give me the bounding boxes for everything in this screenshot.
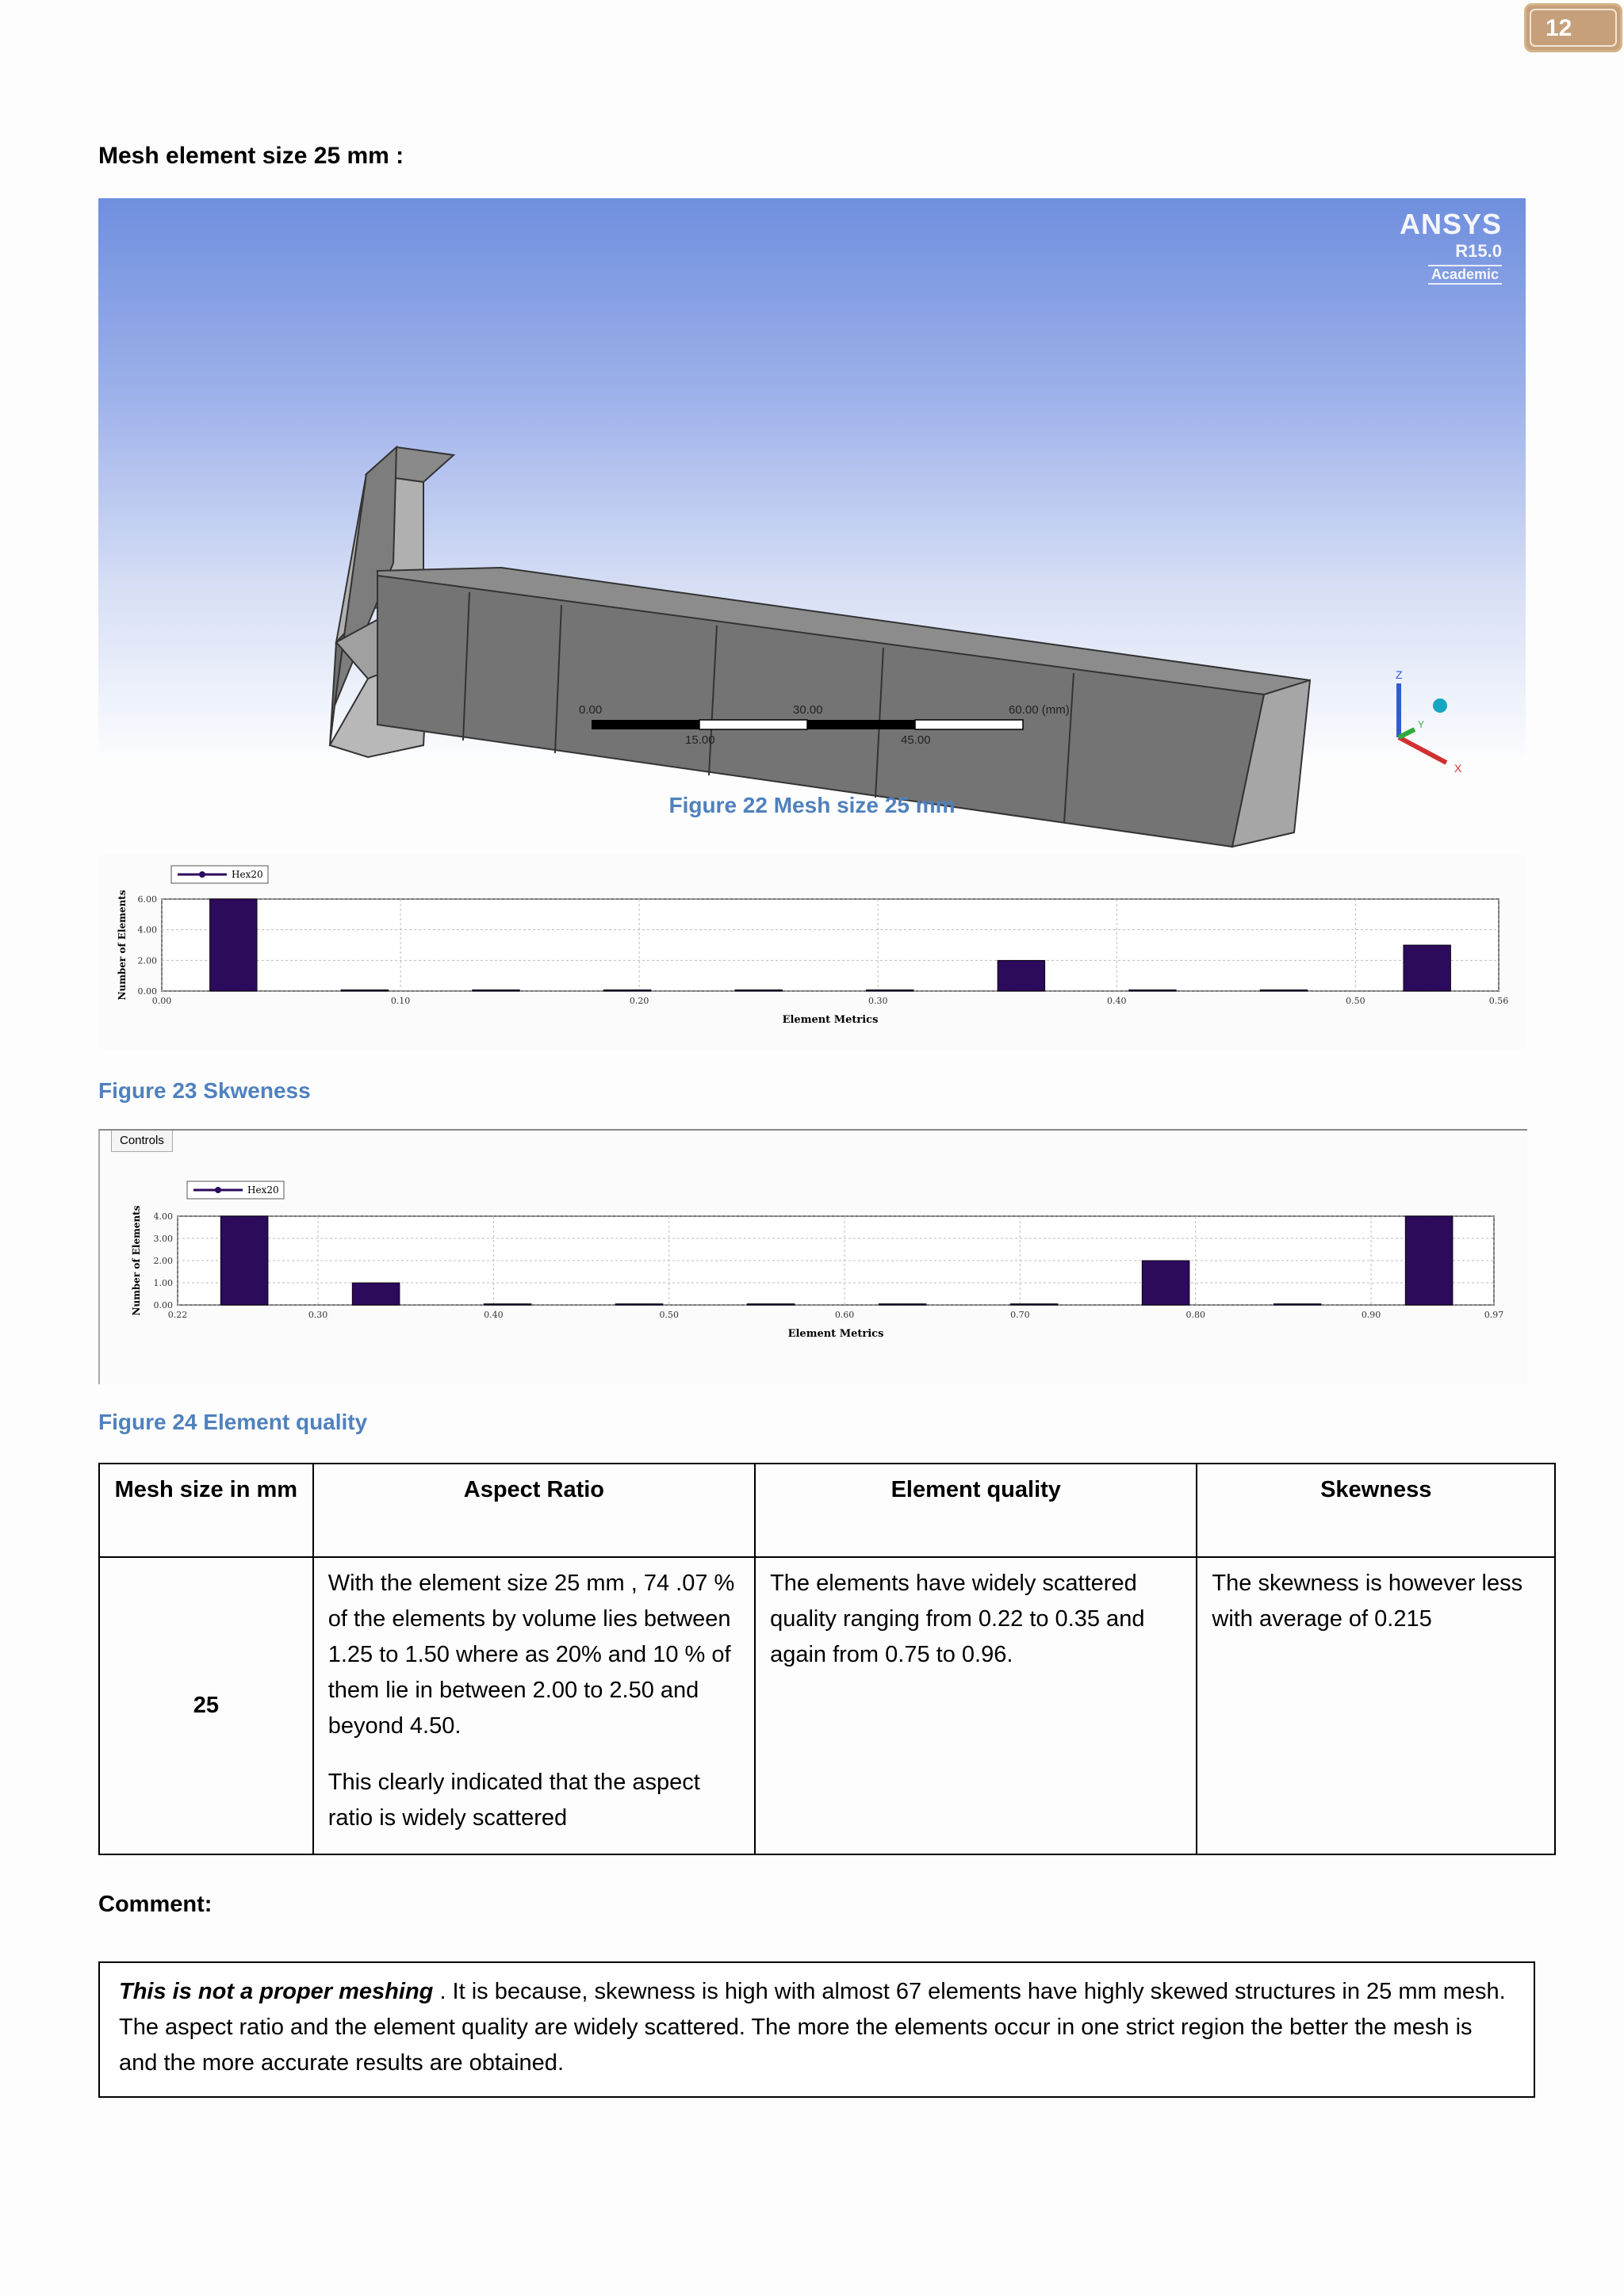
- figure-23-caption: Figure 23 Skweness: [98, 1078, 311, 1103]
- x-tick-label: 0.56: [1488, 996, 1509, 1006]
- histogram-bar: [615, 1304, 663, 1306]
- histogram-bar: [484, 1304, 531, 1306]
- ansys-edition: Academic: [1428, 265, 1502, 285]
- beam-mesh-drawing: [98, 198, 1526, 775]
- x-tick-label: 0.20: [629, 996, 649, 1006]
- histogram-bar: [603, 990, 651, 992]
- scale-label-30: 30.00: [793, 703, 823, 717]
- figure-24-caption: Figure 24 Element quality: [98, 1410, 368, 1434]
- x-tick-label: 0.40: [484, 1310, 504, 1320]
- histogram-bar: [998, 960, 1045, 991]
- mesh-viewport-image: [98, 198, 1526, 775]
- y-tick-label: 1.00: [153, 1278, 173, 1288]
- x-tick-label: 0.80: [1185, 1310, 1205, 1320]
- scale-label-0: 0.00: [579, 703, 603, 717]
- ansys-brand: ANSYS: [1399, 208, 1502, 240]
- x-tick-label: 0.30: [868, 996, 888, 1006]
- scale-label-45: 45.00: [901, 733, 931, 747]
- y-tick-label: 4.00: [137, 924, 157, 936]
- histogram-bar: [341, 990, 389, 992]
- histogram-bar: [1404, 945, 1451, 991]
- histogram-bar: [1010, 1304, 1058, 1306]
- x-axis-label: Element Metrics: [787, 1328, 884, 1340]
- axis-x-label: X: [1454, 762, 1462, 775]
- ansys-version: R15.0: [1455, 241, 1502, 261]
- element-quality-chart-panel: [98, 1129, 1527, 1384]
- histogram-bar: [1274, 1304, 1321, 1306]
- axis-z-label: Z: [1396, 668, 1403, 681]
- x-tick-label: 0.10: [390, 996, 411, 1006]
- x-tick-label: 0.60: [834, 1310, 855, 1320]
- section-heading: Mesh element size 25 mm :: [98, 143, 404, 169]
- y-tick-label: 4.00: [153, 1211, 173, 1222]
- cell-aspect-ratio: [313, 1557, 755, 1854]
- table-row: [99, 1557, 1555, 1854]
- histogram-bar: [473, 990, 520, 992]
- page-number: 12: [1530, 9, 1617, 47]
- y-tick-label: 0.00: [137, 986, 157, 997]
- x-tick-label: 0.90: [1361, 1310, 1381, 1320]
- histogram-bar: [735, 990, 783, 992]
- histogram-bar: [1142, 1261, 1189, 1305]
- legend-label: Hex20: [247, 1184, 279, 1196]
- y-axis-label: Number of Elements: [117, 890, 128, 1001]
- histogram-bar: [866, 990, 914, 992]
- x-tick-label: 0.70: [1010, 1310, 1030, 1320]
- legend-marker: [199, 871, 205, 878]
- y-tick-label: 6.00: [137, 894, 157, 905]
- comment-lead: This is not a proper meshing: [119, 1979, 434, 2004]
- page-number-tab: [1524, 3, 1622, 52]
- y-axis-label: Number of Elements: [131, 1205, 142, 1316]
- histogram-bar: [210, 899, 258, 991]
- comment-box: [98, 1961, 1535, 2098]
- cell-skewness: The skewness is however less with average of 0.215: [1197, 1557, 1555, 1854]
- x-tick-label: 0.50: [1346, 996, 1365, 1006]
- x-tick-label: 0.40: [1107, 996, 1127, 1006]
- header-skewness: Skewness: [1197, 1464, 1555, 1557]
- legend-label: Hex20: [232, 869, 263, 880]
- x-tick-label: 0.00: [151, 996, 172, 1006]
- histogram-bar: [352, 1283, 400, 1305]
- axis-y-label: Y: [1418, 719, 1425, 730]
- skewness-chart-panel: [98, 855, 1526, 1050]
- header-element-quality: Element quality: [755, 1464, 1197, 1557]
- y-tick-label: 2.00: [153, 1256, 173, 1266]
- x-tick-label: 0.50: [659, 1310, 679, 1320]
- y-tick-label: 0.00: [153, 1300, 173, 1311]
- skewness-chart: [98, 855, 1526, 1050]
- histogram-bar: [1129, 990, 1177, 992]
- header-mesh-size: Mesh size in mm: [99, 1464, 313, 1557]
- histogram-bar: [747, 1304, 795, 1306]
- aspect-ratio-paragraph-1: With the element size 25 mm , 74 .07 % of the elements by volume lies between 1.25 to 1.50 where as 20% and 10 % of them lie in between 2.00 to 2.50 and beyond 4.50.: [327, 1571, 735, 1739]
- histogram-bar: [1405, 1216, 1453, 1305]
- figure-22-caption: Figure 22 Mesh size 25 mm: [668, 793, 956, 817]
- plot-area: [162, 899, 1499, 991]
- comment-heading: Comment:: [98, 1892, 213, 1917]
- table-header-row: [99, 1464, 1555, 1557]
- cell-element-quality: The elements have widely scattered quality ranging from 0.22 to 0.35 and again from 0.75 to 0.96.: [755, 1557, 1197, 1854]
- scale-label-15: 15.00: [685, 733, 715, 747]
- histogram-bar: [879, 1304, 926, 1306]
- mesh-results-table: [98, 1463, 1556, 1855]
- x-tick-label: 0.97: [1484, 1310, 1504, 1320]
- y-tick-label: 3.00: [153, 1234, 173, 1244]
- cell-mesh-size: 25: [99, 1557, 313, 1854]
- header-aspect-ratio: Aspect Ratio: [313, 1464, 755, 1557]
- element-quality-chart: [100, 1131, 1527, 1384]
- x-axis-label: Element Metrics: [782, 1014, 879, 1026]
- y-tick-label: 2.00: [137, 955, 157, 966]
- controls-tab[interactable]: Controls: [111, 1131, 173, 1152]
- histogram-bar: [1260, 990, 1308, 992]
- axis-triad: [1396, 668, 1462, 775]
- comment-body: . It is because, skewness is high with almost 67 elements have highly skewed structures in 25 mm mesh. The aspect ratio and the element quality are widely scattered. The more the elements occur in one strict region the better the mesh is and the more accurate results are obtained.: [119, 1979, 1506, 2076]
- scale-label-60: 60.00 (mm): [1009, 703, 1070, 717]
- x-tick-label: 0.22: [167, 1310, 188, 1320]
- aspect-ratio-paragraph-2: This clearly indicated that the aspect ratio is widely scattered: [327, 1770, 700, 1831]
- x-tick-label: 0.30: [308, 1310, 328, 1320]
- histogram-bar: [220, 1216, 268, 1305]
- legend-marker: [215, 1187, 221, 1193]
